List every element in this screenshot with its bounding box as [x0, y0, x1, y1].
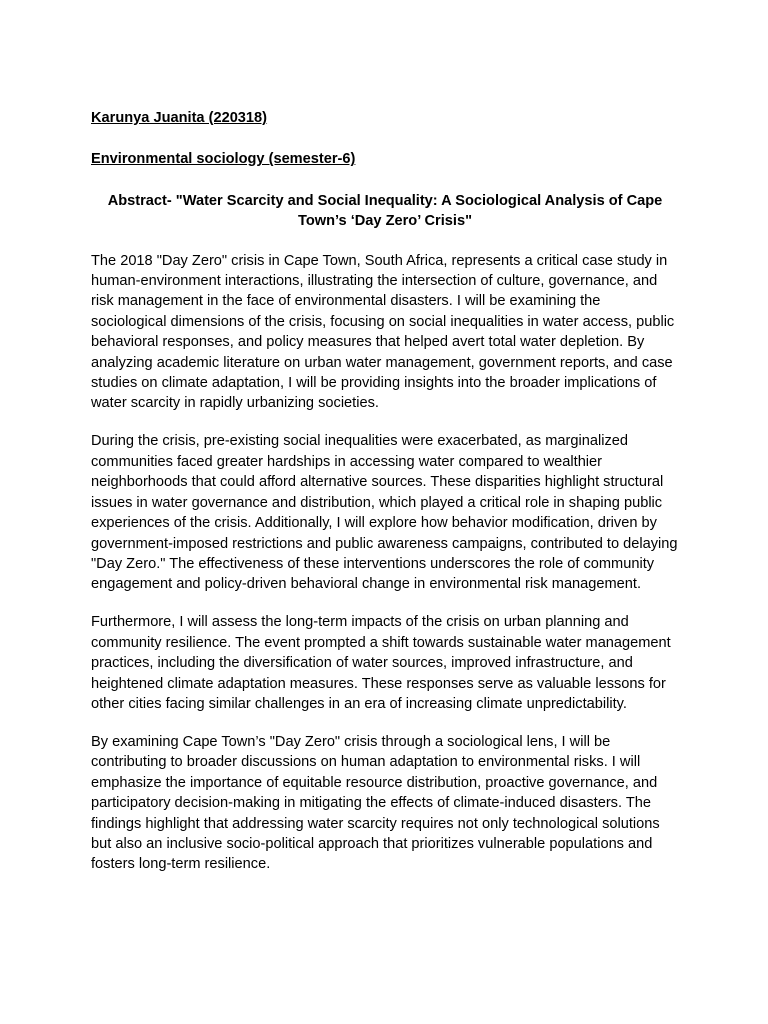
course-line: Environmental sociology (semester-6): [91, 151, 356, 168]
paragraph-4: By examining Cape Town’s "Day Zero" crisis through a sociological lens, I will be contributing to broader discussions on human adaptation to environmental risks. I will emphasize the importance of equitable resource distribution, proactive governance, and participatory decision-making in mitigating the effects of climate-induced disasters. The findings highlight that addressing water scarcity requires not only technological solutions but also an inclusive socio-political approach that prioritizes vulnerable populations and fosters long-term resilience.: [91, 733, 660, 873]
document-body: [91, 108, 679, 892]
author-line: Karunya Juanita (220318): [91, 110, 268, 126]
paragraph-1: The 2018 "Day Zero" crisis in Cape Town, South Africa, represents a critical case study in human-environment interactions, illustrating the intersection of culture, governance, and risk management in the face of environmental disasters. I will be examining the sociological dimensions of the crisis, focusing on social inequalities in water access, public behavioral responses, and policy measures that helped avert total water depletion. By analyzing academic literature on urban water management, government reports, and case studies on climate adaptation, I will be providing insights into the broader implications of water scarcity in rapidly urbanizing societies.: [91, 252, 675, 412]
abstract-title: Abstract- "Water Scarcity and Social Inequality: A Sociological Analysis of Cape Town’s ‘Day Zero’ Crisis": [107, 192, 663, 230]
paragraph-2: During the crisis, pre-existing social inequalities were exacerbated, as marginalized communities faced greater hardships in accessing water compared to wealthier neighborhoods that could afford alternative sources. These disparities highlight structural issues in water governance and distribution, which played a critical role in shaping public experiences of the crisis. Additionally, I will explore how behavior modification, driven by government-imposed restrictions and public awareness campaigns, contributed to delaying "Day Zero." The effectiveness of these interventions underscores the role of community engagement and policy-driven behavioral change in environmental risk management.: [91, 433, 678, 593]
paragraph-3: Furthermore, I will assess the long-term impacts of the crisis on urban planning and community resilience. The event prompted a shift towards sustainable water management practices, including the diversification of water sources, improved infrastructure, and heightened climate adaptation measures. These responses serve as valuable lessons for other cities facing similar challenges in an era of increasing climate unpredictability.: [91, 614, 671, 712]
